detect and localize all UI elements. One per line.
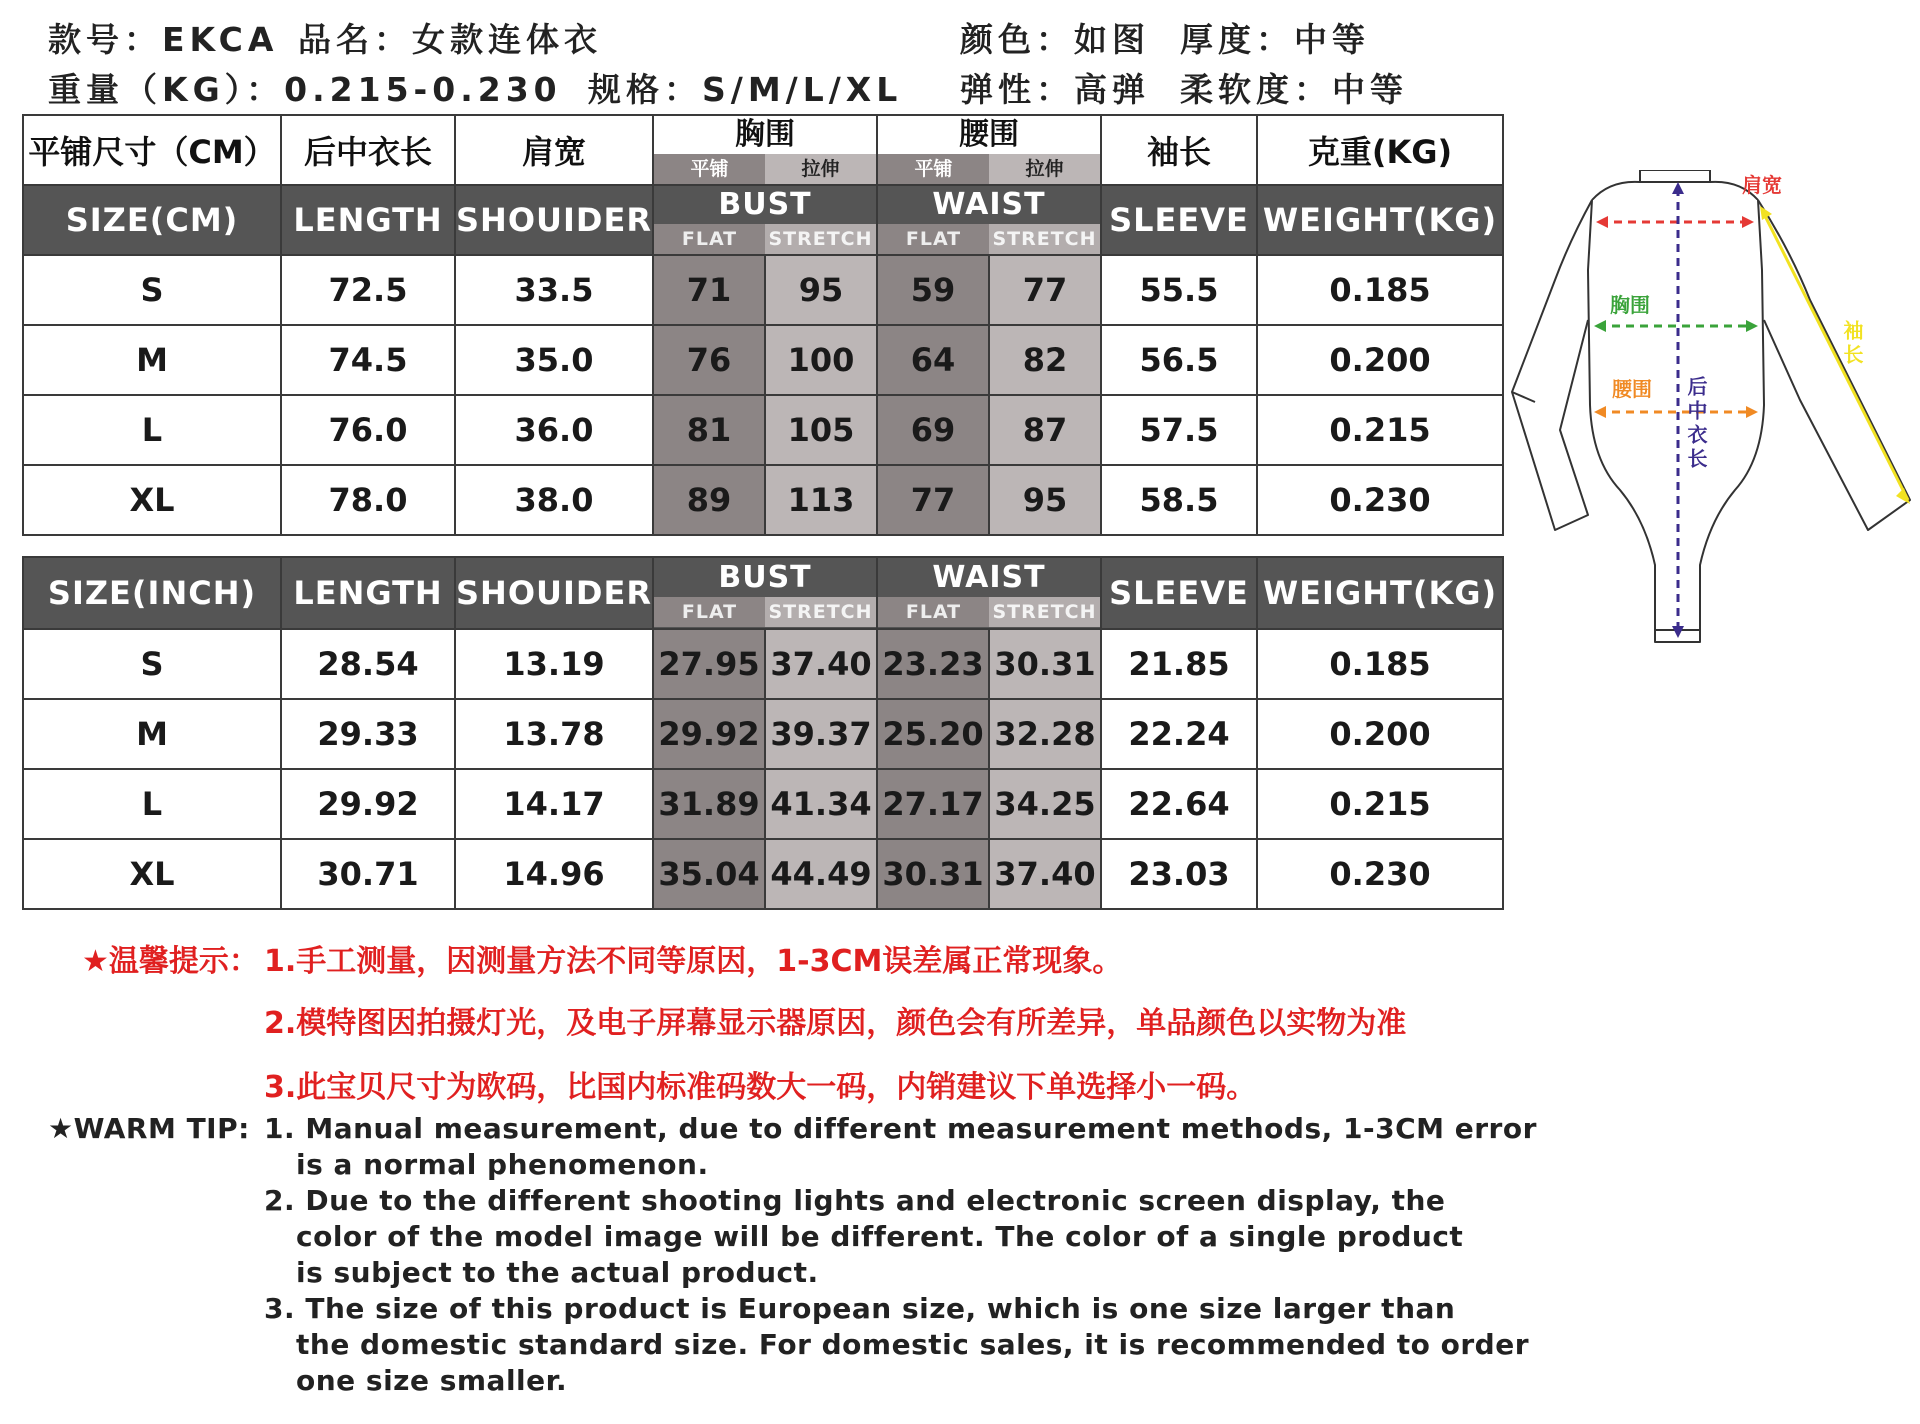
warm-tip-en-2b: color of the model image will be different. The color of a single product	[296, 1220, 1464, 1253]
cell-sleeve: 22.64	[1101, 769, 1257, 839]
header-shoulder-en: SHOUIDER	[455, 557, 653, 629]
bust-title-en: BUST	[654, 186, 876, 224]
table-row	[23, 769, 1503, 839]
en-header-row	[23, 557, 1503, 629]
sleeve-label: 袖长	[1840, 320, 1864, 368]
left-sleeve-shape	[1512, 200, 1592, 530]
cell-sleeve: 58.5	[1101, 465, 1257, 535]
bodysuit-outline	[1512, 170, 1910, 642]
header-length-cn: 后中衣长	[281, 115, 455, 185]
header-waist-en	[877, 557, 1101, 629]
header-waist-en	[877, 185, 1101, 255]
cell-weight: 0.215	[1257, 769, 1503, 839]
waist-label: 腰围	[1612, 377, 1652, 401]
cell-length: 78.0	[281, 465, 455, 535]
cell-size: M	[23, 699, 281, 769]
header-weight-en: WEIGHT(KG)	[1257, 557, 1503, 629]
cell-bust-stretch: 113	[765, 465, 877, 535]
waist-title-cn: 腰围	[959, 117, 1019, 152]
cell-waist-stretch: 77	[989, 255, 1101, 325]
cell-size: S	[23, 255, 281, 325]
table-row	[23, 465, 1503, 535]
body-shape	[1588, 200, 1764, 642]
cell-bust-stretch: 95	[765, 255, 877, 325]
warm-tip-cn-prefix: ★温馨提示：	[82, 944, 259, 979]
warm-tip-en-2c: is subject to the actual product.	[296, 1256, 819, 1289]
product-elasticity: 弹性：高弹	[960, 70, 1150, 109]
product-info-line-1	[48, 14, 1448, 59]
header-length-en: LENGTH	[281, 185, 455, 255]
warm-tip-cn-1: 1.手工测量，因测量方法不同等原因，1-3CM误差属正常现象。	[264, 944, 1123, 979]
cell-size: XL	[23, 839, 281, 909]
cell-waist-stretch: 95	[989, 465, 1101, 535]
waist-stretch-en: STRETCH	[989, 597, 1100, 627]
warm-tip-en-1b: is a normal phenomenon.	[296, 1148, 709, 1181]
cell-weight: 0.185	[1257, 629, 1503, 699]
cell-waist-flat: 59	[877, 255, 989, 325]
waist-stretch-cn: 拉伸	[989, 154, 1100, 184]
cell-sleeve: 23.03	[1101, 839, 1257, 909]
bust-stretch-en: STRETCH	[765, 224, 876, 254]
header-bust-en	[653, 557, 877, 629]
length-arrow-head-top	[1672, 182, 1684, 194]
cell-waist-flat: 30.31	[877, 839, 989, 909]
header-bust-cn	[653, 115, 877, 185]
cell-bust-flat: 89	[653, 465, 765, 535]
cell-weight: 0.230	[1257, 839, 1503, 909]
warm-tip-en-3a: 3. The size of this product is European size, which is one size larger than	[264, 1292, 1456, 1325]
header-size-inch: SIZE(INCH)	[23, 557, 281, 629]
cell-waist-stretch: 32.28	[989, 699, 1101, 769]
cell-bust-flat: 76	[653, 325, 765, 395]
waist-flat-cn: 平铺	[878, 154, 989, 184]
cell-size: L	[23, 769, 281, 839]
waist-flat-en: FLAT	[878, 224, 989, 254]
product-softness: 柔软度：中等	[1180, 70, 1408, 109]
cell-waist-flat: 23.23	[877, 629, 989, 699]
product-color: 颜色：如图	[960, 20, 1150, 59]
cell-waist-flat: 69	[877, 395, 989, 465]
table-row	[23, 395, 1503, 465]
cell-length: 74.5	[281, 325, 455, 395]
header-size-cn: 平铺尺寸（CM）	[23, 115, 281, 185]
header-shoulder-cn: 肩宽	[455, 115, 653, 185]
cell-sleeve: 57.5	[1101, 395, 1257, 465]
warm-tip-en-3c: one size smaller.	[296, 1364, 568, 1397]
cell-waist-flat: 25.20	[877, 699, 989, 769]
cell-length: 72.5	[281, 255, 455, 325]
cell-weight: 0.230	[1257, 465, 1503, 535]
table-row	[23, 629, 1503, 699]
cell-size: S	[23, 629, 281, 699]
cell-waist-stretch: 30.31	[989, 629, 1101, 699]
table-row	[23, 699, 1503, 769]
header-sleeve-en: SLEEVE	[1101, 557, 1257, 629]
cell-bust-stretch: 44.49	[765, 839, 877, 909]
cell-bust-stretch: 39.37	[765, 699, 877, 769]
waist-title-en: WAIST	[878, 559, 1100, 597]
product-name: 品名：女款连体衣	[298, 20, 602, 59]
cell-waist-stretch: 34.25	[989, 769, 1101, 839]
bust-flat-en: FLAT	[654, 597, 765, 627]
cell-shoulder: 33.5	[455, 255, 653, 325]
cell-size: M	[23, 325, 281, 395]
cell-shoulder: 14.96	[455, 839, 653, 909]
cell-waist-flat: 64	[877, 325, 989, 395]
bust-stretch-cn: 拉伸	[765, 154, 876, 184]
cell-weight: 0.200	[1257, 325, 1503, 395]
warm-tip-en-3b: the domestic standard size. For domestic sales, it is recommended to order	[296, 1328, 1530, 1361]
product-info-line-2	[48, 64, 1448, 109]
size-table-inch	[22, 556, 1504, 910]
bust-flat-en: FLAT	[654, 224, 765, 254]
cell-length: 76.0	[281, 395, 455, 465]
cell-weight: 0.200	[1257, 699, 1503, 769]
cell-shoulder: 38.0	[455, 465, 653, 535]
warm-tip-en-prefix: ★WARM TIP:	[48, 1112, 250, 1145]
header-weight-cn: 克重(KG)	[1257, 115, 1503, 185]
waist-flat-en: FLAT	[878, 597, 989, 627]
header-length-en: LENGTH	[281, 557, 455, 629]
bust-flat-cn: 平铺	[654, 154, 765, 184]
warm-tip-en-1a: 1. Manual measurement, due to different measurement methods, 1-3CM error	[264, 1112, 1537, 1145]
sleeve-measure-arrow	[1762, 210, 1908, 500]
cell-sleeve: 22.24	[1101, 699, 1257, 769]
table-row	[23, 255, 1503, 325]
cn-header-row	[23, 115, 1503, 185]
header-waist-cn	[877, 115, 1101, 185]
garment-measurement-diagram	[1500, 170, 1920, 670]
cell-bust-stretch: 41.34	[765, 769, 877, 839]
cell-sleeve: 56.5	[1101, 325, 1257, 395]
product-thickness: 厚度：中等	[1180, 20, 1370, 59]
cell-bust-flat: 29.92	[653, 699, 765, 769]
cell-bust-stretch: 105	[765, 395, 877, 465]
table-row	[23, 839, 1503, 909]
header-size-en: SIZE(CM)	[23, 185, 281, 255]
header-shoulder-en: SHOUIDER	[455, 185, 653, 255]
cell-shoulder: 36.0	[455, 395, 653, 465]
bust-stretch-en: STRETCH	[765, 597, 876, 627]
cell-shoulder: 13.78	[455, 699, 653, 769]
product-weight: 重量（KG）：0.215-0.230	[48, 70, 562, 109]
cell-length: 29.92	[281, 769, 455, 839]
cell-sleeve: 21.85	[1101, 629, 1257, 699]
cell-size: XL	[23, 465, 281, 535]
waist-title-en: WAIST	[878, 186, 1100, 224]
cell-waist-flat: 77	[877, 465, 989, 535]
cell-weight: 0.215	[1257, 395, 1503, 465]
bust-label: 胸围	[1610, 293, 1650, 317]
cell-size: L	[23, 395, 281, 465]
header-sleeve-cn: 袖长	[1101, 115, 1257, 185]
warm-tip-en-2a: 2. Due to the different shooting lights and electronic screen display, the	[264, 1184, 1446, 1217]
cell-bust-stretch: 100	[765, 325, 877, 395]
cell-bust-flat: 31.89	[653, 769, 765, 839]
cell-shoulder: 35.0	[455, 325, 653, 395]
length-label: 后中衣长	[1684, 376, 1708, 472]
cell-bust-flat: 71	[653, 255, 765, 325]
style-number: 款号：EKCA	[48, 20, 279, 59]
header-sleeve-en: SLEEVE	[1101, 185, 1257, 255]
cell-waist-stretch: 37.40	[989, 839, 1101, 909]
cell-waist-stretch: 87	[989, 395, 1101, 465]
header-bust-en	[653, 185, 877, 255]
cell-length: 30.71	[281, 839, 455, 909]
warm-tip-cn-3: 3.此宝贝尺寸为欧码，比国内标准码数大一码，内销建议下单选择小一码。	[264, 1070, 1257, 1105]
cell-shoulder: 14.17	[455, 769, 653, 839]
cell-bust-flat: 27.95	[653, 629, 765, 699]
en-header-row	[23, 185, 1503, 255]
cell-waist-stretch: 82	[989, 325, 1101, 395]
cell-bust-flat: 35.04	[653, 839, 765, 909]
cell-shoulder: 13.19	[455, 629, 653, 699]
cell-bust-stretch: 37.40	[765, 629, 877, 699]
cell-length: 28.54	[281, 629, 455, 699]
bust-title-cn: 胸围	[735, 117, 795, 152]
cell-weight: 0.185	[1257, 255, 1503, 325]
cell-bust-flat: 81	[653, 395, 765, 465]
waist-stretch-en: STRETCH	[989, 224, 1100, 254]
bust-title-en: BUST	[654, 559, 876, 597]
table-row	[23, 325, 1503, 395]
header-weight-en: WEIGHT(KG)	[1257, 185, 1503, 255]
cell-waist-flat: 27.17	[877, 769, 989, 839]
cell-sleeve: 55.5	[1101, 255, 1257, 325]
cell-length: 29.33	[281, 699, 455, 769]
warm-tip-cn-2: 2.模特图因拍摄灯光，及电子屏幕显示器原因，颜色会有所差异，单品颜色以实物为准	[264, 1006, 1407, 1041]
size-table-cm	[22, 114, 1504, 536]
shoulder-label: 肩宽	[1742, 173, 1782, 197]
product-spec: 规格：S/M/L/XL	[588, 70, 903, 109]
collar-shape	[1640, 170, 1710, 182]
